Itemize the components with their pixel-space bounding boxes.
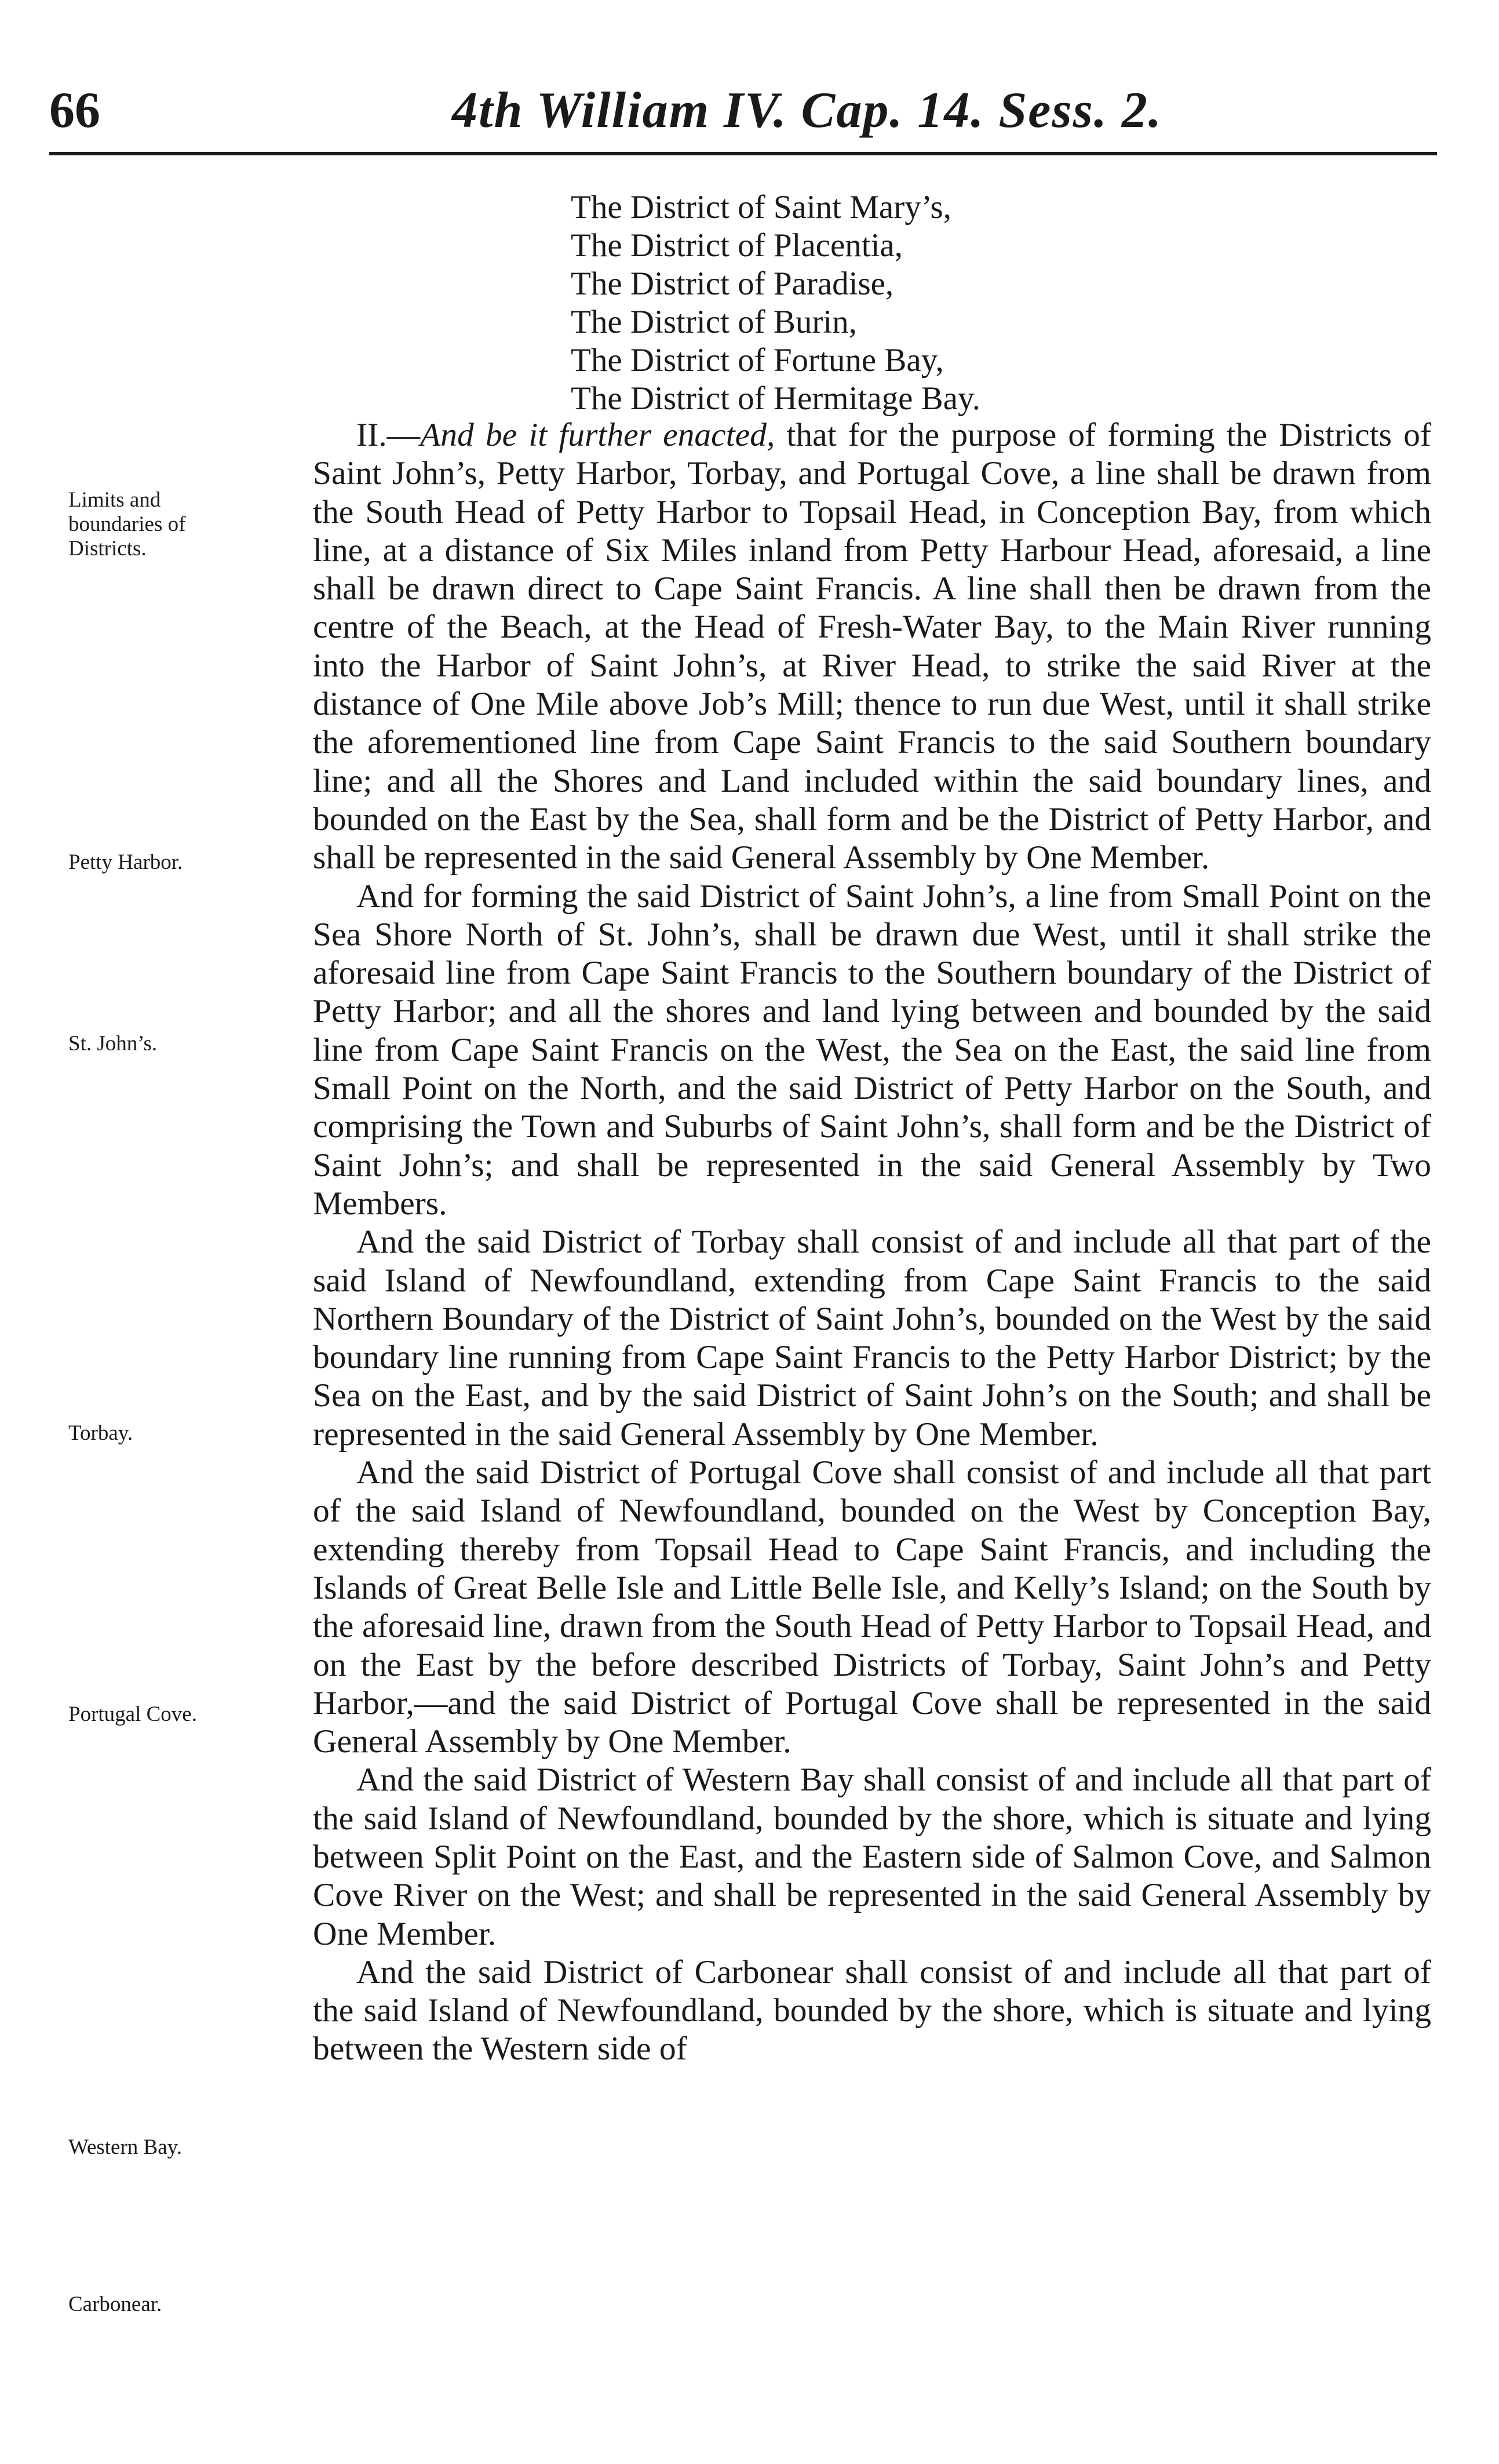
margin-note-carbonear: Carbonear. (68, 2292, 162, 2316)
paragraph-st-johns (313, 878, 1431, 1224)
margin-note-western-bay: Western Bay. (68, 2135, 183, 2159)
running-head: 4th William IV. Cap. 14. Sess. 2. (452, 82, 1162, 139)
list-item: The District of Saint Mary’s, (571, 189, 951, 225)
enacting-clause: And be it further enacted, (420, 417, 775, 453)
district-list (571, 188, 1382, 418)
paragraph-text: And the said District of Carbonear shall consist of and include all that part of the said Island of Newfoundland, bounded by the shore, which is situate and lying between the Western side of (313, 1953, 1431, 2068)
paragraph-western-bay (313, 1761, 1431, 1953)
section-ii-paragraph (313, 416, 1431, 878)
list-item: The District of Paradise, (571, 265, 894, 302)
paragraph-text: And the said District of Torbay shall consist of and include all that part of the said Island of Newfoundland, extending from Cape Saint Francis to the said Northern Boundary of the District of Saint John’s, bounded on the West by the said boundary line running from Cape Saint Francis to the Petty Harbor District; by the Sea on the East, and by the said District of Saint John’s on the South; and shall be represented in the said General Assembly by One Member. (313, 1224, 1431, 1453)
body-text (313, 416, 1431, 2069)
margin-note-petty-harbor: Petty Harbor. (68, 850, 183, 874)
header-rule (49, 152, 1437, 155)
list-item: The District of Fortune Bay, (571, 342, 944, 378)
paragraph-carbonear (313, 1953, 1431, 2069)
paragraph-torbay (313, 1223, 1431, 1454)
page-header (0, 70, 1499, 145)
margin-note-torbay: Torbay. (68, 1421, 133, 1445)
list-item: The District of Burin, (571, 304, 857, 340)
paragraph-text: And the said District of Portugal Cove shall consist of and include all that part of the said Island of Newfoundland, bounded on the West by Conception Bay, extending thereby from Topsail Head to Cape Saint Francis, and including the Islands of Great Belle Isle and Little Belle Isle, and Kelly’s Island; on the South by the aforesaid line, drawn from the South Head of Petty Harbor to Topsail Head, and on the East by the before described Districts of Torbay, Saint John’s and Petty Harbor,—and the said District of Portugal Cove shall be represented in the said General Assembly by One Member. (313, 1454, 1431, 1760)
margin-note-st-johns: St. John’s. (68, 1032, 158, 1056)
page-number: 66 (49, 82, 100, 139)
section-text: that for the purpose of forming the Districts of Saint John’s, Petty Harbor, Torbay, and Portugal Cove, a line shall be drawn from the South Head of Petty Harbor to Topsail Head, in Conception Bay, from which line, at a distance of Six Miles inland from Petty Harbour Head, aforesaid, a line shall be drawn direct to Cape Saint Francis. A line shall then be drawn from the centre of the Beach, at the Head of Fresh-Water Bay, to the Main River running into the Harbor of Saint John’s, at River Head, to strike the said River at the distance of One Mile above Job’s Mill; thence to run due West, until it shall strike the aforementioned line from Cape Saint Francis to the said Southern boundary line; and all the Shores and Land included within the said boundary lines, and bounded on the East by the Sea, shall form and be the District of Petty Harbor, and shall be represented in the said General Assembly by One Member. (313, 417, 1431, 876)
paragraph-text: And for forming the said District of Saint John’s, a line from Small Point on the Sea Shore North of St. John’s, shall be drawn due West, until it shall strike the aforesaid line from Cape Saint Francis to the Southern boundary of the District of Petty Harbor; and all the shores and land lying between and bounded by the said line from Cape Saint Francis on the West, the Sea on the East, the said line from Small Point on the North, and the said District of Petty Harbor on the South, and comprising the Town and Suburbs of Saint John’s, shall form and be the District of Saint John’s; and shall be represented in the said General Assembly by Two Members. (313, 878, 1431, 1222)
margin-note-portugal-cove: Portugal Cove. (68, 1702, 197, 1726)
section-number: II.— (356, 417, 421, 453)
paragraph-text: And the said District of Western Bay shall consist of and include all that part of the said Island of Newfoundland, bounded by the shore, which is situate and lying between Split Point on the East, and the Eastern side of Salmon Cove, and Salmon Cove River on the West; and shall be represented in the said General Assembly by One Member. (313, 1761, 1431, 1952)
margin-note-limits: Limits and boundaries of Districts. (68, 488, 186, 561)
list-item: The District of Placentia, (571, 227, 903, 264)
list-item: The District of Hermitage Bay. (571, 380, 980, 417)
paragraph-portugal-cove (313, 1454, 1431, 1761)
